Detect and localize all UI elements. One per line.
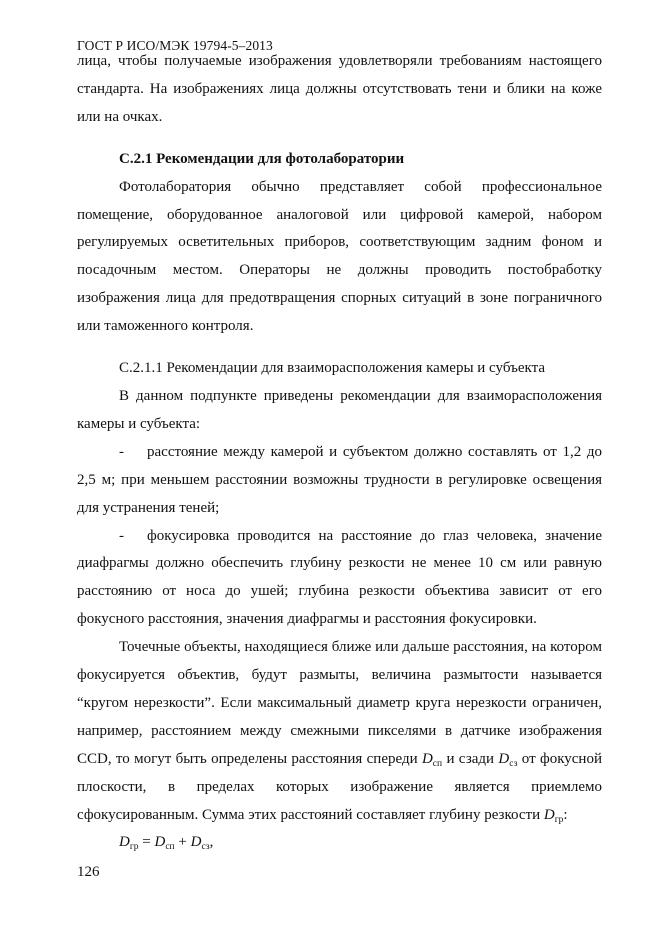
list-bullet: - (119, 527, 124, 544)
symbol-d: D (421, 750, 433, 767)
text-run: : (563, 806, 568, 823)
subscript-front: сп (165, 842, 175, 853)
list-item-text: расстояние между камерой и субъектом должно составлять от 1,2 до 2,5 м; при меньшем расстоянии возможны трудности в регулировке освещения для устранения теней; (77, 443, 602, 516)
symbol-d: D (498, 750, 510, 767)
formula-plus: + (174, 834, 191, 851)
subscript-back: сз (509, 758, 518, 769)
symbol-d: D (154, 834, 166, 851)
subsection-heading-c2-1-1: С.2.1.1 Рекомендации для взаиморасположения камеры и субъекта (119, 360, 545, 377)
paragraph-photolab: Фотолаборатория обычно представляет собой профессиональное помещение, оборудованное аналоговой или цифровой камерой, набором регулируемых осветительных приборов, соответствующим задним фоном и посадочным местом. Операторы не должны проводить постобработку изображения лица для предотвращения спорных ситуаций в зоне пограничного или таможенного контроля. (77, 178, 602, 335)
subscript-depth: гр (554, 814, 564, 825)
list-bullet: - (119, 443, 124, 460)
text-run: от фокусной плоскости, в пределах которых изображение является приемлемо сфокусированным. Сумма этих расстояний составляет глубину резкости (77, 750, 602, 823)
formula-comma: , (209, 834, 214, 851)
subscript-depth: гр (129, 842, 139, 853)
formula-depth-of-field (77, 829, 602, 857)
symbol-d: D (543, 806, 555, 823)
paragraph-continuation: лица, чтобы получаемые изображения удовлетворяли требованиям настоящего стандарта. На изображениях лица должны отсутствовать тени и блики на коже или на очках. (77, 53, 602, 125)
section-heading-c2-1: С.2.1 Рекомендации для фотолаборатории (119, 150, 405, 167)
text-run: и сзади (442, 750, 499, 767)
paragraph-intro-recommendations: В данном подпункте приведены рекомендации для взаиморасположения камеры и субъекта: (77, 387, 602, 432)
page-number: 126 (77, 864, 100, 880)
subscript-front: сп (432, 758, 443, 769)
symbol-d: D (190, 834, 202, 851)
symbol-d: D (119, 834, 130, 851)
list-item-text: фокусировка проводится на расстояние до глаз человека, значение диафрагмы должно обеспечить глубину резкости не менее 10 см или равную расстоянию от носа до ушей; глубина резкости объектива зависит от его фокусного расстояния, значения диафрагмы и расстояния фокусировки. (77, 527, 602, 628)
list-item (77, 523, 602, 635)
document-body (77, 48, 602, 857)
text-run: Точечные объекты, находящиеся ближе или дальше расстояния, на котором фокусируется объектив, будут размыты, величина размытости называется “кругом нерезкости”. Если максимальный диаметр круга нерезкости ограничен, например, расстоянием между смежными пикселями в датчике изображения CCD, то могут быть определены расстояния спереди (77, 639, 602, 767)
formula-equals: = (138, 834, 155, 851)
document-header: ГОСТ Р ИСО/МЭК 19794-5–2013 (77, 38, 273, 53)
paragraph-circle-of-confusion (77, 634, 602, 829)
subscript-back: сз (201, 842, 210, 853)
list-item (77, 439, 602, 523)
